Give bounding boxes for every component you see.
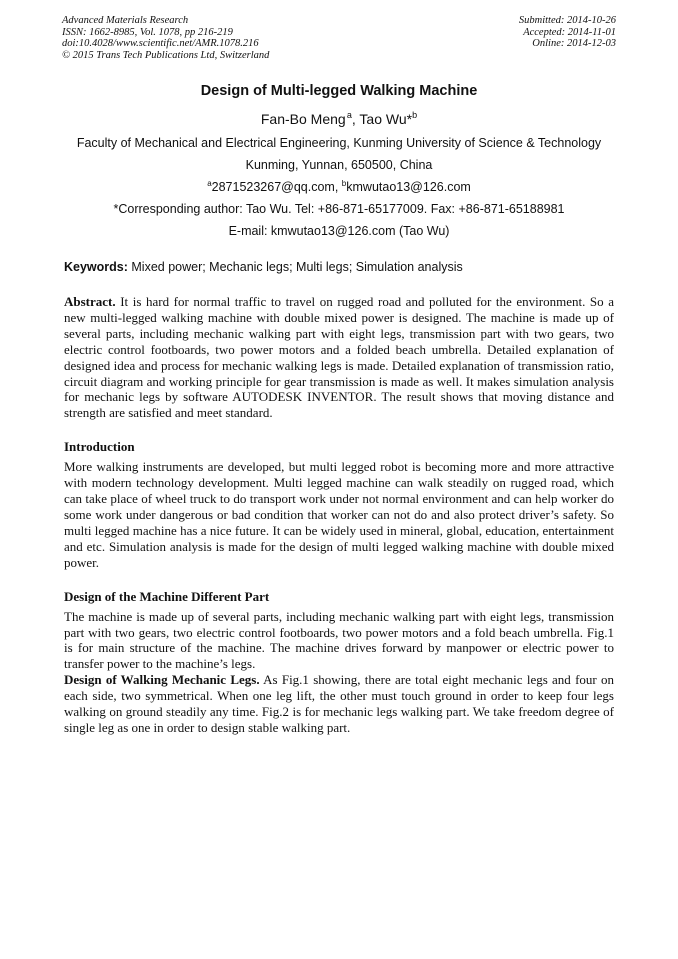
legs-label: Design of Walking Mechanic Legs. bbox=[64, 672, 260, 688]
affiliation-city: Kunming, Yunnan, 650500, China bbox=[245, 158, 433, 172]
email-addresses bbox=[62, 176, 616, 198]
design-heading: Design of the Machine Different Part bbox=[64, 588, 270, 604]
email-b: kmwutao13@126.com bbox=[346, 180, 471, 194]
email-b-sup: b bbox=[341, 179, 347, 188]
journal-header bbox=[62, 15, 616, 61]
title-block bbox=[62, 82, 616, 242]
corresponding-email: E-mail: kmwutao13@126.com (Tao Wu) bbox=[228, 224, 450, 238]
submitted-date: Submitted: 2014-10-26 bbox=[518, 15, 616, 26]
design-text: The machine is made up of several parts, including mechanic walking part with eight legs, transmission part with two gears, two electric control footboards, two power motors and a fold beach umbrella. Fig.1 is for main structure of the machine. The machine drives forward by manpower or electric power to transfer power to the machine’s legs. bbox=[64, 608, 614, 672]
author-2: Tao Wu* bbox=[359, 111, 413, 127]
keywords-text: Mixed power; Mechanic legs; Multi legs; Simulation analysis bbox=[127, 260, 463, 274]
abstract bbox=[64, 294, 614, 421]
affiliation: Faculty of Mechanical and Electrical Engineering, Kunming University of Science & Technology bbox=[76, 136, 602, 150]
author-1-sup: a bbox=[346, 110, 352, 120]
journal-copyright: © 2015 Trans Tech Publications Ltd, Switzerland bbox=[62, 49, 270, 61]
journal-issn: ISSN: 1662-8985, Vol. 1078, pp 216-219 bbox=[62, 26, 233, 38]
introduction-heading: Introduction bbox=[64, 439, 135, 455]
journal-info bbox=[62, 15, 269, 61]
online-date: Online: 2014-12-03 bbox=[532, 38, 616, 49]
journal-doi: doi:10.4028/www.scientific.net/AMR.1078.216 bbox=[62, 38, 259, 49]
keywords-label: Keywords: bbox=[64, 260, 128, 274]
email-a: 2871523267@qq.com, bbox=[211, 180, 342, 194]
introduction-text: More walking instruments are developed, but multi legged robot is becoming more and more attractive with modern technology development. Multi legged machine can walk steadily on rugged road, which can take place of wheel truck to do transport work under not normal environment and can help worker do some work under dangerous or bad condition that worker can not do and also protect driver’s safety. So multi legged machine has a nice future. It can be widely used in mineral, global, education, entertainment and etc. Simulation analysis is made for the design of multi legged walking machine with double mixed power. bbox=[64, 459, 614, 570]
author-separator: , bbox=[351, 111, 360, 127]
author-2-sup: b bbox=[412, 110, 418, 120]
abstract-label: Abstract. bbox=[64, 294, 116, 309]
abstract-text: It is hard for normal traffic to travel on rugged road and polluted for the environment. So a new multi-legged walking machine with double mixed power is designed. The machine is made up of several parts, including mechanic walking part with eight legs, transmission part with two gears, two electric control footboards, two power motors and a folded beach umbrella. Detailed explanation of designed idea and process for mechanic walking legs is made. Detailed explanation of transmission ratio, circuit diagram and working principle for gear transmission is made as well. It makes simulation analysis for mechanic legs by software AUTODESK INVENTOR. The result shows that moving distance and strength are satisfied and meet standard. bbox=[64, 294, 614, 421]
publication-dates bbox=[519, 15, 616, 61]
legs-paragraph bbox=[64, 672, 614, 736]
paper-title: Design of Multi-legged Walking Machine bbox=[200, 83, 478, 99]
keywords bbox=[64, 259, 614, 275]
journal-name: Advanced Materials Research bbox=[62, 15, 189, 26]
legs-text: As Fig.1 showing, there are total eight mechanic legs and four on each side, two symmetrical. When one leg lift, the other must touch ground in order to keep four legs walking on ground steadily any time. Fig.2 is for mechanic legs walking part. We take freedom degree of single leg as one in order to design stable walking part. bbox=[64, 672, 614, 735]
author-1: Fan-Bo Meng bbox=[260, 111, 346, 127]
author-line bbox=[62, 110, 616, 128]
email-a-sup: a bbox=[207, 179, 212, 188]
corresponding-author: *Corresponding author: Tao Wu. Tel: +86-871-65177009. Fax: +86-871-65188981 bbox=[113, 202, 565, 216]
accepted-date: Accepted: 2014-11-01 bbox=[523, 26, 616, 38]
paper-body bbox=[64, 294, 614, 736]
